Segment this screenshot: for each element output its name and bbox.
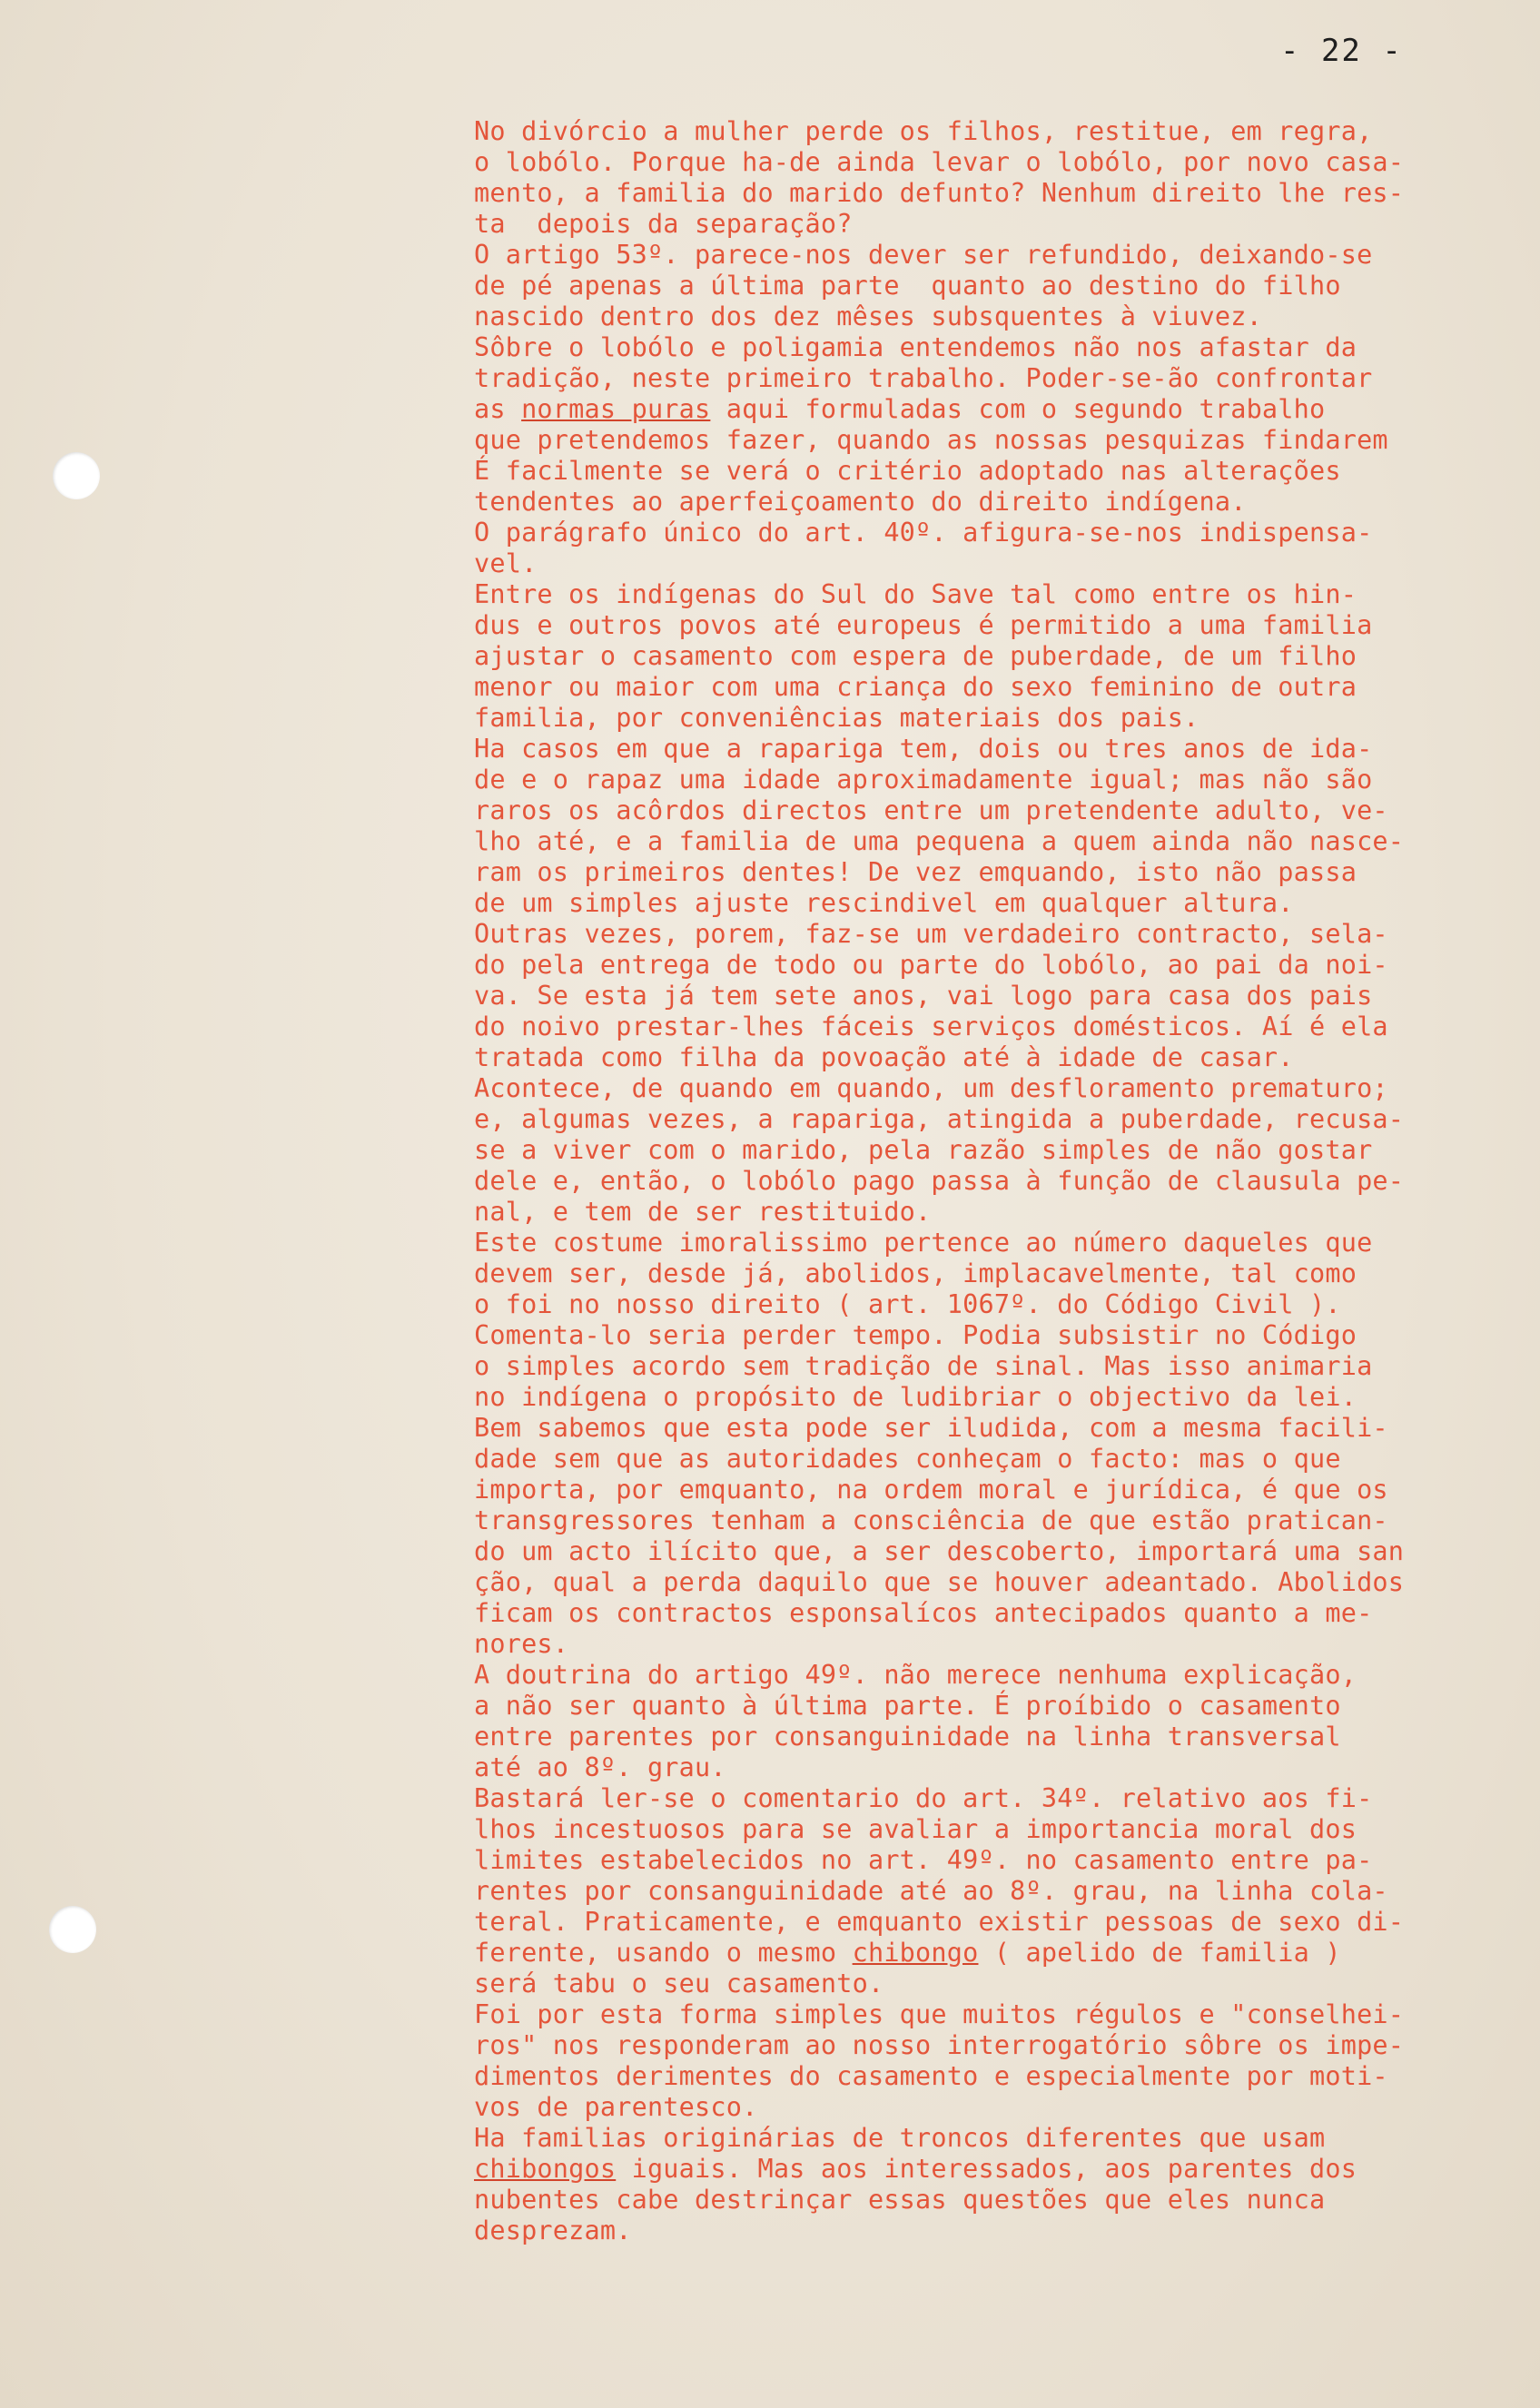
text-line: transgressores tenham a consciência de que estão pratican- [474, 1505, 1388, 1535]
text-line: vel. [474, 548, 538, 578]
text-line: O parágrafo único do art. 40º. afigura-se-nos indispensa- [474, 518, 1373, 548]
text-line: limites estabelecidos no art. 49º. no casamento entre pa- [474, 1845, 1373, 1875]
text-line: Bem sabemos que esta pode ser iludida, com a mesma facili- [474, 1413, 1388, 1443]
text-line: dus e outros povos até europeus é permitido a uma familia [474, 610, 1373, 640]
text-segment: ( apelido de familia ) [978, 1938, 1341, 1968]
text-line: dimentos derimentes do casamento e especialmente por moti- [474, 2061, 1388, 2091]
text-line: tendentes ao aperfeiçoamento do direito indígena. [474, 487, 1247, 517]
text-line: do pela entrega de todo ou parte do lobólo, ao pai da noi- [474, 950, 1388, 980]
text-segment: ferente, usando o mesmo [474, 1938, 853, 1968]
text-line: ajustar o casamento com espera de puberdade, de um filho [474, 641, 1357, 671]
text-line: o lobólo. Porque ha-de ainda levar o lobólo, por novo casa- [474, 147, 1405, 177]
text-line: familia, por conveniências materiais dos pais. [474, 703, 1199, 733]
text-line: É facilmente se verá o critério adoptado nas alterações [474, 456, 1341, 486]
text-line: Outras vezes, porem, faz-se um verdadeiro contracto, sela- [474, 919, 1388, 949]
text-line: Foi por esta forma simples que muitos régulos e "conselhei- [474, 1999, 1405, 2029]
text-line-with-underline [474, 1938, 1536, 1969]
text-line: teral. Praticamente, e emquanto existir pessoas de sexo di- [474, 1907, 1405, 1937]
text-line: o simples acordo sem tradição de sinal. Mas isso animaria [474, 1351, 1373, 1381]
text-line: mento, a familia do marido defunto? Nenhum direito lhe res- [474, 178, 1405, 208]
text-line: No divórcio a mulher perde os filhos, restitue, em regra, [474, 116, 1373, 146]
text-line: de e o rapaz uma idade aproximadamente igual; mas não são [474, 765, 1373, 794]
text-line: vos de parentesco. [474, 2092, 758, 2122]
text-line: tratada como filha da povoação até à idade de casar. [474, 1042, 1294, 1072]
text-line: que pretendemos fazer, quando as nossas pesquizas findarem [474, 425, 1388, 455]
text-line: O artigo 53º. parece-nos dever ser refundido, deixando-se [474, 240, 1373, 270]
typed-text-body [474, 116, 1536, 2246]
text-line: entre parentes por consanguinidade na linha transversal [474, 1722, 1341, 1752]
text-line: ficam os contractos esponsalícos antecipados quanto a me- [474, 1598, 1373, 1628]
text-line: se a viver com o marido, pela razão simples de não gostar [474, 1135, 1373, 1165]
text-segment: aqui formuladas com o segundo trabalho [710, 394, 1326, 424]
text-line: ta depois da separação? [474, 209, 853, 239]
text-line: nal, e tem de ser restituido. [474, 1197, 932, 1227]
text-line: ção, qual a perda daquilo que se houver adeantado. Abolidos [474, 1567, 1405, 1597]
text-line: Sôbre o lobólo e poligamia entendemos não nos afastar da [474, 332, 1357, 362]
text-line: ram os primeiros dentes! De vez emquando, isto não passa [474, 857, 1357, 887]
text-line-with-underline [474, 2154, 1536, 2185]
text-line: Comenta-lo seria perder tempo. Podia subsistir no Código [474, 1320, 1357, 1350]
text-line: de pé apenas a última parte quanto ao destino do filho [474, 271, 1341, 301]
text-line-with-underline [474, 394, 1536, 425]
text-line: dele e, então, o lobólo pago passa à função de clausula pe- [474, 1166, 1405, 1196]
underlined-term-normas-puras: normas puras [521, 394, 711, 424]
text-line: menor ou maior com uma criança do sexo feminino de outra [474, 672, 1357, 702]
punch-hole-top [53, 452, 100, 499]
text-line: va. Se esta já tem sete anos, vai logo para casa dos pais [474, 981, 1373, 1011]
text-line: nubentes cabe destrinçar essas questões que eles nunca [474, 2185, 1326, 2215]
text-line: Bastará ler-se o comentario do art. 34º. relativo aos fi- [474, 1783, 1373, 1813]
text-line: tradição, neste primeiro trabalho. Poder-se-ão confrontar [474, 363, 1373, 393]
text-line: lhos incestuosos para se avaliar a importancia moral dos [474, 1814, 1357, 1844]
text-line: do noivo prestar-lhes fáceis serviços domésticos. Aí é ela [474, 1012, 1388, 1041]
text-line: o foi no nosso direito ( art. 1067º. do Código Civil ). [474, 1289, 1341, 1319]
text-line: Entre os indígenas do Sul do Save tal como entre os hin- [474, 579, 1357, 609]
text-line: até ao 8º. grau. [474, 1752, 726, 1782]
text-line: raros os acôrdos directos entre um pretendente adulto, ve- [474, 795, 1388, 825]
punch-hole-bottom [49, 1906, 96, 1953]
text-line: devem ser, desde já, abolidos, implacavelmente, tal como [474, 1258, 1357, 1288]
text-line: e, algumas vezes, a rapariga, atingida a puberdade, recusa- [474, 1104, 1405, 1134]
text-line: Este costume imoralissimo pertence ao número daqueles que [474, 1228, 1373, 1258]
text-line: ros" nos responderam ao nosso interrogatório sôbre os impe- [474, 2030, 1405, 2060]
text-line: lho até, e a familia de uma pequena a quem ainda não nasce- [474, 826, 1405, 856]
text-line: do um acto ilícito que, a ser descoberto, importará uma san [474, 1536, 1405, 1566]
text-line: será tabu o seu casamento. [474, 1969, 884, 1998]
text-line: Ha familias originárias de troncos diferentes que usam [474, 2123, 1326, 2153]
underlined-term-chibongos: chibongos [474, 2154, 617, 2184]
text-line: nores. [474, 1629, 569, 1659]
text-line: rentes por consanguinidade até ao 8º. grau, na linha cola- [474, 1876, 1388, 1906]
text-line: no indígena o propósito de ludibriar o objectivo da lei. [474, 1382, 1357, 1412]
text-line: dade sem que as autoridades conheçam o facto: mas o que [474, 1444, 1341, 1474]
text-line: A doutrina do artigo 49º. não merece nenhuma explicação, [474, 1660, 1357, 1690]
text-line: Acontece, de quando em quando, um desfloramento prematuro; [474, 1073, 1388, 1103]
text-line: Ha casos em que a rapariga tem, dois ou tres anos de ida- [474, 734, 1373, 764]
text-segment: iguais. Mas aos interessados, aos parentes dos [616, 2154, 1357, 2184]
text-line: importa, por emquanto, na ordem moral e jurídica, é que os [474, 1475, 1388, 1505]
text-line: nascido dentro dos dez mêses subsquentes à viuvez. [474, 301, 1262, 331]
text-line: de um simples ajuste rescindivel em qualquer altura. [474, 888, 1294, 918]
page-number: - 22 - [1280, 33, 1403, 69]
text-line: a não ser quanto à última parte. É proíbido o casamento [474, 1691, 1341, 1721]
text-line: desprezam. [474, 2216, 632, 2245]
underlined-term-chibongo: chibongo [852, 1938, 979, 1968]
text-segment: as [474, 394, 522, 424]
